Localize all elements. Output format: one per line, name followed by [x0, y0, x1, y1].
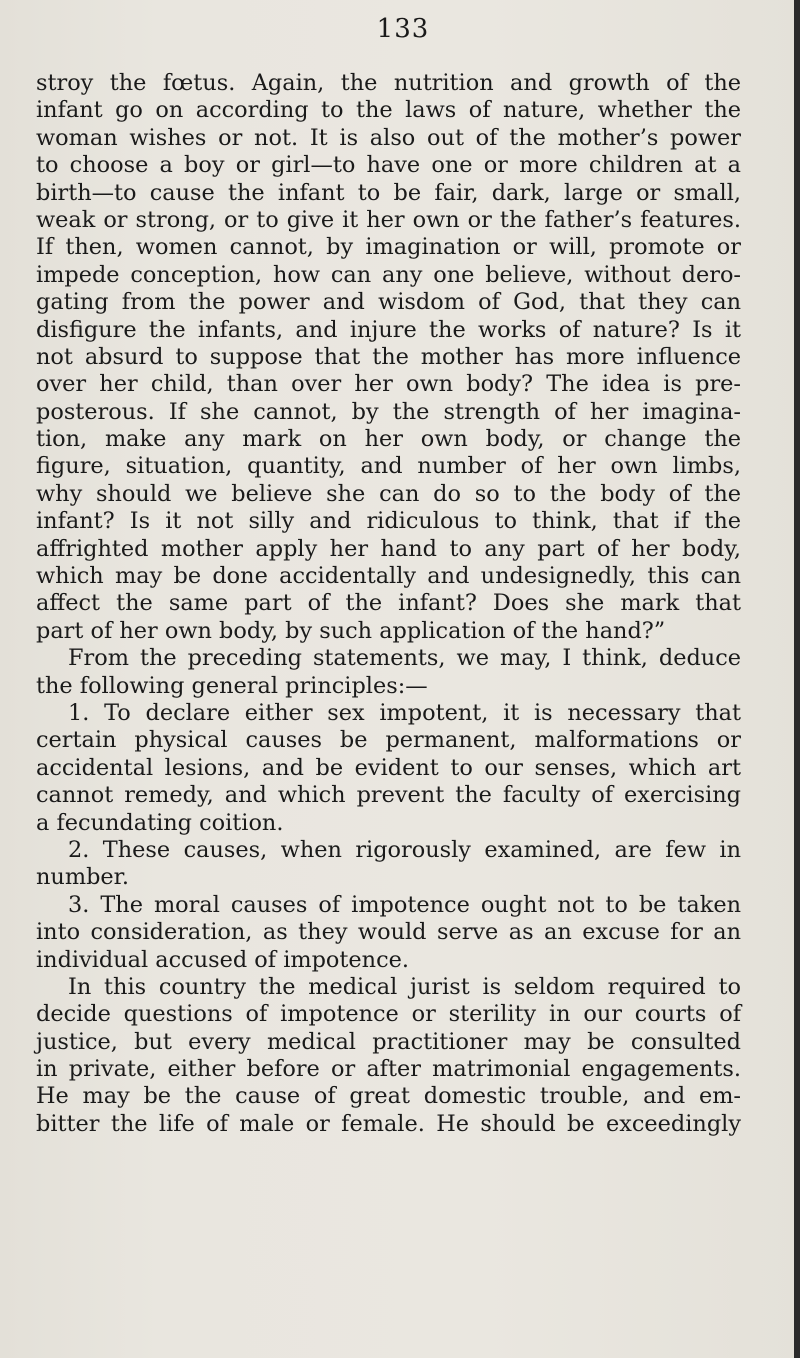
- text-line: a fecundating coition.: [36, 809, 284, 836]
- text-line: From the preceding statements, we may, I think, deduce: [68, 645, 741, 672]
- text-line: affrighted mother apply her hand to any part of her body,: [36, 535, 741, 562]
- text-line: If then, women cannot, by imagination or will, promote or: [36, 234, 741, 261]
- text-line: into consideration, as they would serve as an excuse for an: [36, 919, 741, 946]
- text-line: individual accused of impotence.: [36, 946, 409, 973]
- text-line: certain physical causes be permanent, malformations or: [36, 727, 741, 754]
- text-line: impede conception, how can any one believe, without dero-: [36, 261, 741, 288]
- text-line: posterous. If she cannot, by the strength of her imagina-: [36, 398, 741, 425]
- text-line: figure, situation, quantity, and number of her own limbs,: [36, 453, 741, 480]
- text-line: He may be the cause of great domestic trouble, and em-: [36, 1083, 741, 1110]
- text-line: accidental lesions, and be evident to our senses, which art: [36, 754, 741, 781]
- page-number: 133: [376, 14, 430, 44]
- text-line: to choose a boy or girl—to have one or more children at a: [36, 152, 741, 179]
- text-line: not absurd to suppose that the mother has more influence: [36, 343, 741, 370]
- text-line: gating from the power and wisdom of God, that they can: [36, 289, 741, 316]
- text-line: decide questions of impotence or sterility in our courts of: [36, 1001, 741, 1028]
- text-line: In this country the medical jurist is seldom required to: [68, 973, 741, 1000]
- text-line: affect the same part of the infant? Does she mark that: [36, 590, 741, 617]
- text-line: tion, make any mark on her own body, or change the: [36, 426, 741, 453]
- text-line: 2. These causes, when rigorously examined, are few in: [68, 836, 741, 863]
- text-line: number.: [36, 864, 130, 891]
- text-line: part of her own body, by such application of the hand?”: [36, 617, 666, 644]
- text-line: 3. The moral causes of impotence ought not to be taken: [68, 891, 741, 918]
- text-line: woman wishes or not. It is also out of the mother’s power: [36, 124, 741, 151]
- text-line: weak or strong, or to give it her own or the father’s features.: [36, 206, 741, 233]
- text-line: justice, but every medical practitioner may be consulted: [36, 1028, 741, 1055]
- text-line: which may be done accidentally and undesignedly, this can: [36, 563, 741, 590]
- body-text: [36, 70, 741, 1138]
- text-line: 1. To declare either sex impotent, it is necessary that: [68, 699, 741, 726]
- page-edge-shadow: [794, 0, 800, 1358]
- text-line: birth—to cause the infant to be fair, dark, large or small,: [36, 179, 741, 206]
- text-line: infant? Is it not silly and ridiculous to think, that if the: [36, 508, 741, 535]
- text-line: bitter the life of male or female. He should be exceedingly: [36, 1110, 741, 1137]
- text-line: why should we believe she can do so to the body of the: [36, 480, 741, 507]
- text-line: cannot remedy, and which prevent the faculty of exercising: [36, 782, 741, 809]
- text-line: infant go on according to the laws of nature, whether the: [36, 97, 741, 124]
- text-line: stroy the fœtus. Again, the nutrition and growth of the: [36, 70, 741, 96]
- text-line: in private, either before or after matrimonial engagements.: [36, 1056, 741, 1083]
- text-line: the following general principles:—: [36, 672, 428, 699]
- text-line: disfigure the infants, and injure the works of nature? Is it: [36, 316, 741, 343]
- text-line: over her child, than over her own body? The idea is pre-: [36, 371, 741, 398]
